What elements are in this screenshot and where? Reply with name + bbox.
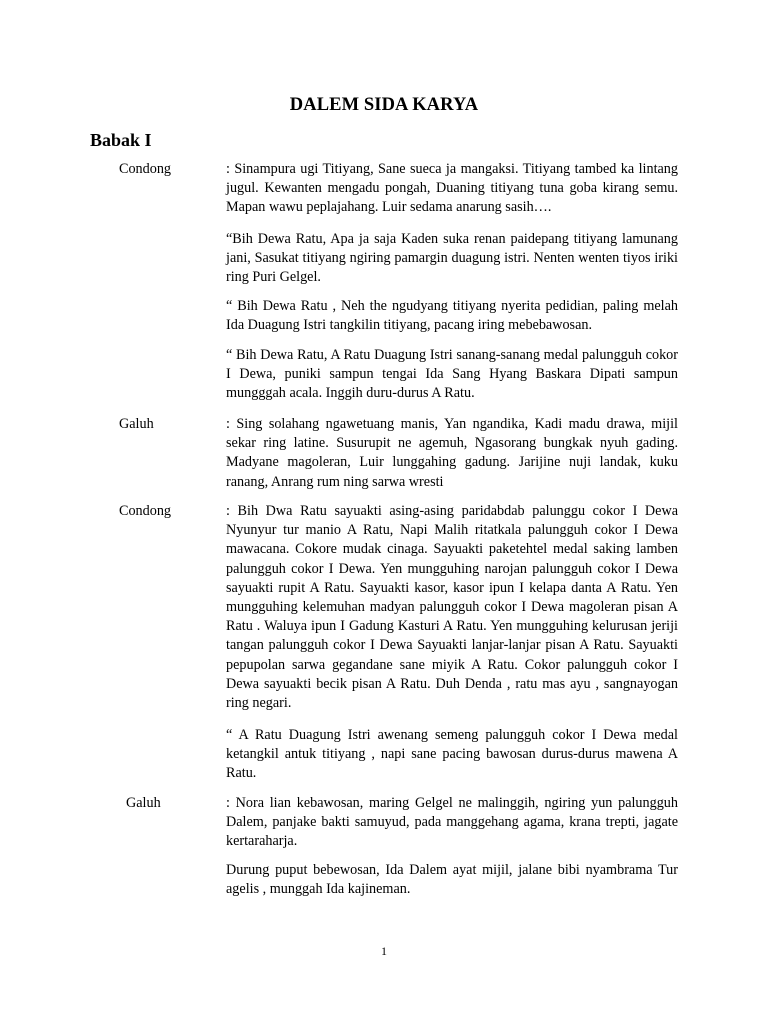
speaker-name: Galuh xyxy=(126,795,161,811)
dialog-paragraph: “ Bih Dewa Ratu, A Ratu Duagung Istri sanang-sanang medal palungguh cokor I Dewa, puniki sampun tengai Ida Sang Hyang Baskara Dipati sampun mungggah acala. Inggih duru-durus A Ratu. xyxy=(226,347,678,402)
speaker-name: Condong xyxy=(119,503,172,519)
document-title: DALEM SIDA KARYA xyxy=(289,95,479,115)
dialog-paragraph: : Sinampura ugi Titiyang, Sane sueca ja mangaksi. Titiyang tambed ka lintang jugul. Kewanten mengadu pongah, Duaning titiyang tuna goba kirang semu. Mapan wawu peplajahang. Luir sedama anarung sasih…. xyxy=(226,161,678,216)
dialog-paragraph: : Bih Dwa Ratu sayuakti asing-asing paridabdab palunggu cokor I Dewa Nyunyur tur manio A Ratu, Napi Malih ritatkala palungguh cokor I Dewa mawacana. Cokore mudak cinaga. Sayuakti paketehtel medal saking lamben palungguh cokor I Dewa. Yen mungguhing narojan palungguh cokor I Dewa sayuakti rupit A Ratu. Sayuakti kasor, kasor ipun I kelapa danta A Ratu. Yen mungguhing kelemuhan madyan palungguh cokor I Dewa magoleran pisan A Ratu . Waluya ipun I Gadung Kasturi A Ratu. Yen mungguhing kelurusan jeriji tangan palungguh cokor I Dewa Sayuakti lanjar-lanjar pisan A Ratu. Sayuakti pepupolan sarwa gegandane sane miyik A Ratu. Cokor palungguh cokor I Dewa sayuakti becik pisan A Ratu. Duh Denda , ratu mas ayu , sangnayogan ring negari. xyxy=(226,503,678,712)
dialog-paragraph: : Sing solahang ngawetuang manis, Yan ngandika, Kadi madu drawa, mijil sekar ring latine. Susurupit ne agemuh, Ngasorang bungkak nyuh gading. Madyane magoleran, Luir lunggahing gadung. Jarijine nuji landak, kuku ranang, Anrang rum ning sarwa wresti xyxy=(226,416,678,490)
dialog-paragraph: “Bih Dewa Ratu, Apa ja saja Kaden suka renan paidepang titiyang lamunang jani, Sasukat titiyang ngiring pamargin duagung istri. Nenten wenten tiyos iriki ring Puri Gelgel. xyxy=(226,231,678,286)
speaker-name: Condong xyxy=(119,161,172,177)
dialog-paragraph: “ A Ratu Duagung Istri awenang semeng palungguh cokor I Dewa medal ketangkil antuk titiyang , napi sane pacing bawosan durus-durus mawena A Ratu. xyxy=(226,727,678,782)
dialog-paragraph: “ Bih Dewa Ratu , Neh the ngudyang titiyang nyerita pedidian, paling melah Ida Duagung Istri tangkilin titiyang, pacang iring mebebawosan. xyxy=(226,298,678,334)
dialog-paragraph: : Nora lian kebawosan, maring Gelgel ne malinggih, ngiring yun palungguh Dalem, panjake bakti samuyud, pada manggehang agama, krana trepti, jagate kertaraharja. xyxy=(226,795,678,850)
page-number: 1 xyxy=(381,944,387,958)
speaker-name: Galuh xyxy=(119,416,154,432)
dialog-paragraph: Durung puput bebewosan, Ida Dalem ayat mijil, jalane bibi nyambrama Tur agelis , munggah Ida kajineman. xyxy=(226,862,678,898)
act-heading: Babak I xyxy=(90,130,152,150)
